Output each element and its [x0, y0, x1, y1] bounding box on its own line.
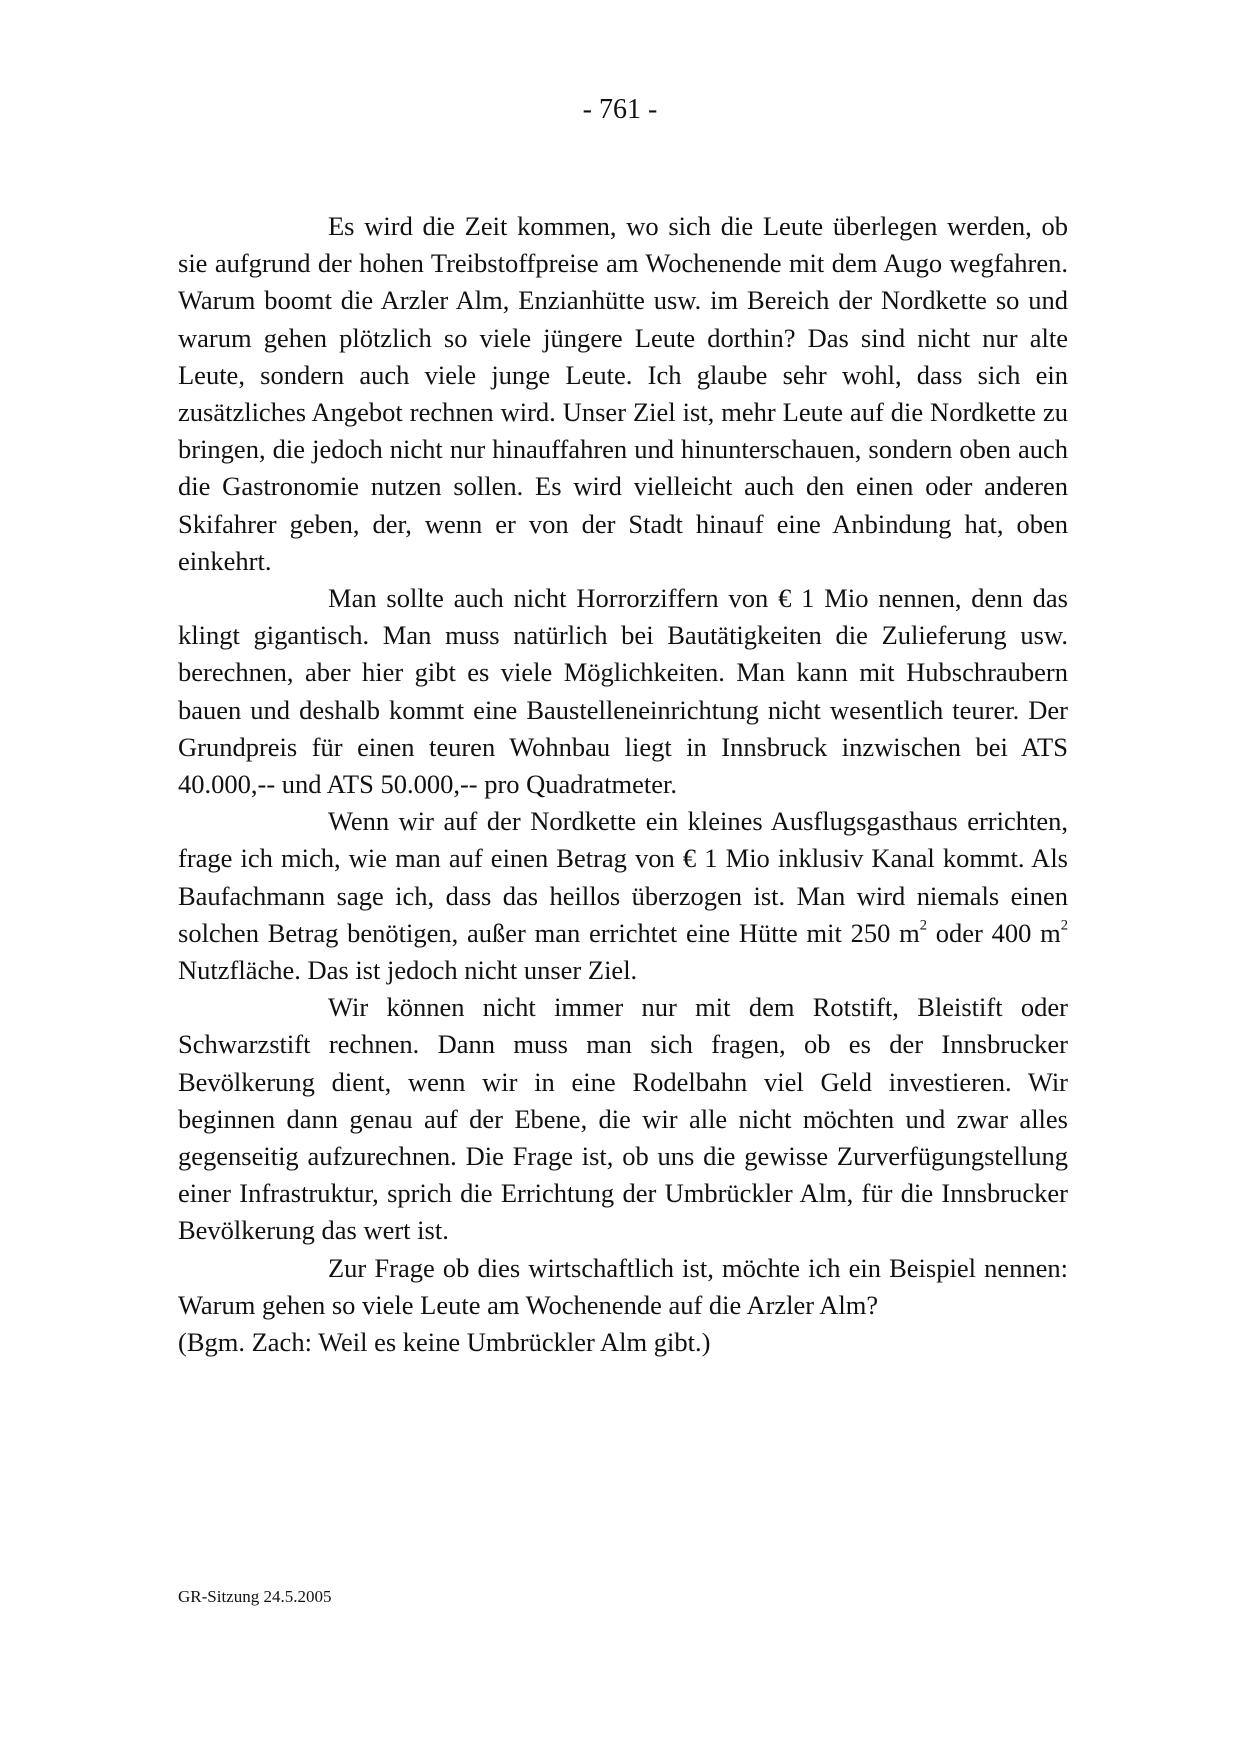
page-number: - 761 - [582, 94, 658, 125]
paragraph-3-text: Nutzfläche. Das ist jedoch nicht unser Ziel. [178, 955, 638, 986]
paragraph-1: Es wird die Zeit kommen, wo sich die Leute überlegen werden, ob sie aufgrund der hohen Treibstoffpreise am Wochenende mit dem Augo wegfahren. Warum boomt die Arzler Alm, Enzianhütte usw. im Bereich der Nordkette so und warum gehen plötzlich so viele jüngere Leute dorthin? Das sind nicht nur alte Leute, sondern auch viele junge Leute. Ich glaube sehr wohl, dass sich ein zusätzliches Angebot rechnen wird. Unser Ziel ist, mehr Leute auf die Nordkette zu bringen, die jedoch nicht nur hinauffahren und hinunterschauen, sondern oben auch die Gastronomie nutzen sollen. Es wird vielleicht auch den einen oder anderen Skifahrer geben, der, wenn er von der Stadt hinauf eine Anbindung hat, oben einkehrt. [178, 211, 1068, 576]
paragraph-4: Wir können nicht immer nur mit dem Rotstift, Bleistift oder Schwarzstift rechnen. Dann muss man sich fragen, ob es der Innsbrucker Bevölkerung dient, wenn wir in eine Rodelbahn viel Geld investieren. Wir beginnen dann genau auf der Ebene, die wir alle nicht möchten und zwar alles gegenseitig aufzurechnen. Die Frage ist, ob uns die gewisse Zurverfügungstellung einer Infrastruktur, sprich die Errichtung der Umbrückler Alm, für die Innsbrucker Bevölkerung das wert ist. [178, 992, 1068, 1246]
footer-session-date: GR-Sitzung 24.5.2005 [178, 1587, 332, 1606]
superscript-squared: 2 [919, 917, 927, 934]
paragraph-3-text: Wenn wir auf der Nordkette ein kleines Ausflugsgasthaus errichten, frage ich mich, wie man auf einen Betrag von € 1 Mio inklusiv Kanal kommt. Als Baufachmann sage ich, dass das heillos überzogen ist. Man wird niemals einen solchen Betrag benötigen, außer man errichtet eine Hütte mit 250 m [178, 806, 1068, 948]
document-body [178, 208, 1068, 1361]
paragraph-5: Zur Frage ob dies wirtschaftlich ist, möchte ich ein Beispiel nennen: Warum gehen so viele Leute am Wochenende auf die Arzler Alm? [178, 1252, 1068, 1320]
paragraph-3 [178, 803, 1068, 989]
superscript-squared: 2 [1060, 917, 1068, 934]
paragraph-2: Man sollte auch nicht Horrorziffern von € 1 Mio nennen, denn das klingt gigantisch. Man muss natürlich bei Bautätigkeiten die Zulieferung usw. berechnen, aber hier gibt es viele Möglichkeiten. Man kann mit Hubschraubern bauen und deshalb kommt eine Baustelleneinrichtung nicht wesentlich teurer. Der Grundpreis für einen teuren Wohnbau liegt in Innsbruck inzwischen bei ATS 40.000,-- und ATS 50.000,-- pro Quadratmeter. [178, 583, 1068, 800]
paragraph-3-text: oder 400 m [927, 917, 1061, 948]
interjection: (Bgm. Zach: Weil es keine Umbrückler Alm gibt.) [178, 1327, 711, 1358]
